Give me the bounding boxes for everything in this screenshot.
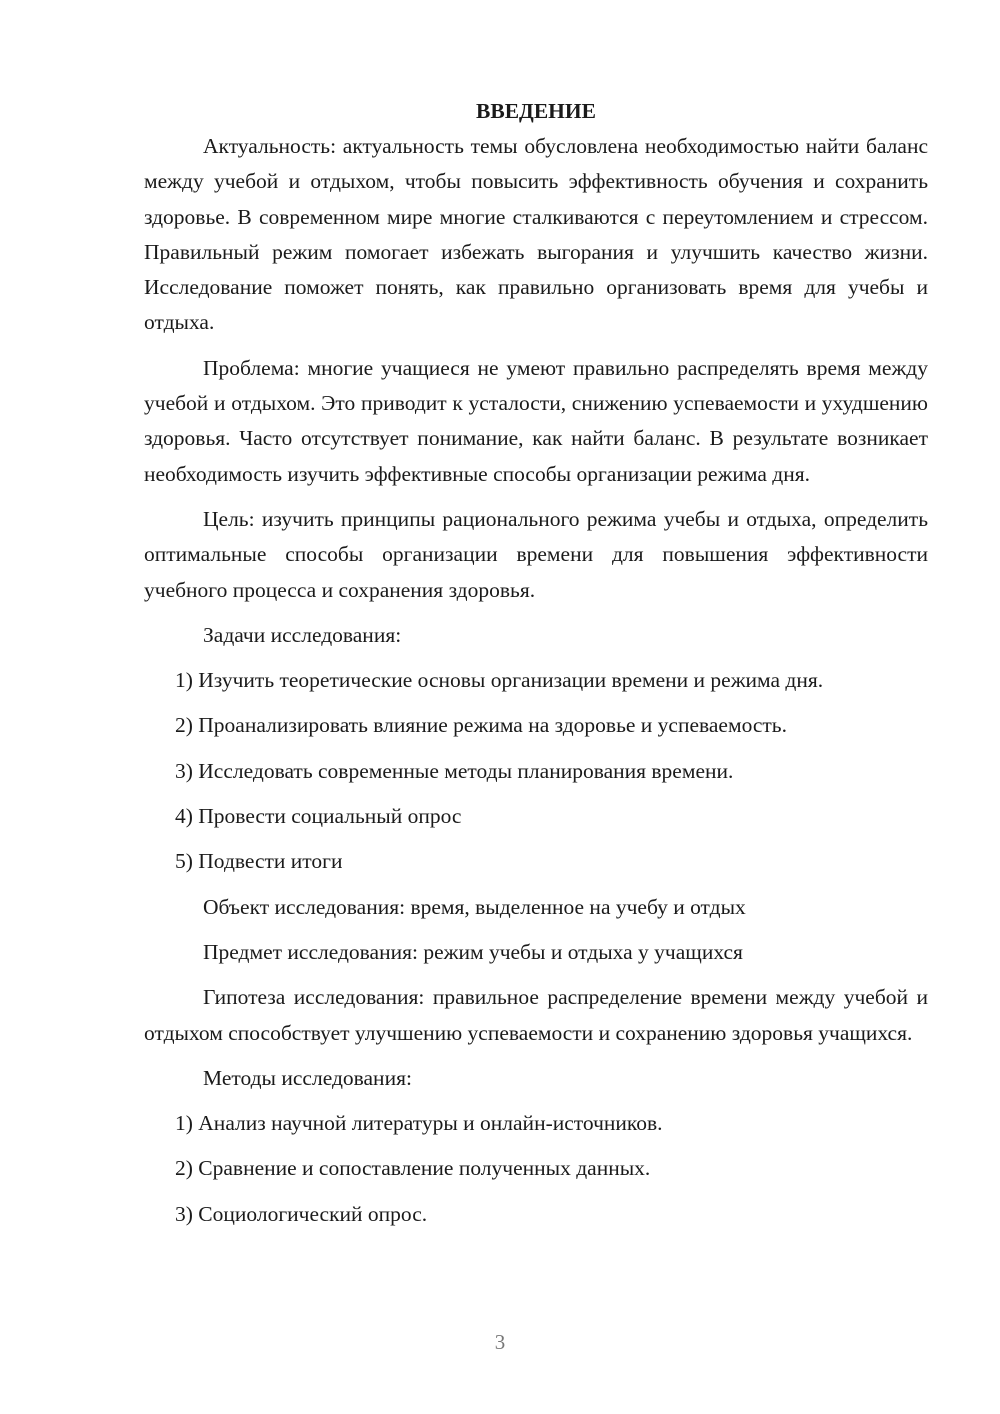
methods-heading: Методы исследования: — [203, 1065, 412, 1090]
task-item: 3) Исследовать современные методы планирования времени. — [175, 758, 734, 783]
task-item: 5) Подвести итоги — [175, 849, 343, 874]
document-page — [144, 94, 928, 1242]
task-item: 4) Провести социальный опрос — [175, 804, 462, 829]
hypothesis-paragraph: Гипотеза исследования: правильное распределение времени между учебой и отдыхом способствует улучшению успеваемости и сохранению здоровья учащихся. — [144, 985, 928, 1045]
method-item: 2) Сравнение и сопоставление полученных данных. — [175, 1156, 651, 1181]
tasks-heading: Задачи исследования: — [203, 622, 402, 647]
task-item: 1) Изучить теоретические основы организации времени и режима дня. — [175, 668, 824, 693]
page-number: 3 — [494, 1330, 506, 1354]
section-title: ВВЕДЕНИЕ — [476, 99, 596, 123]
object-line: Объект исследования: время, выделенное на учебу и отдых — [203, 894, 746, 919]
method-item: 3) Социологический опрос. — [175, 1201, 428, 1226]
relevance-paragraph: Актуальность: актуальность темы обусловлена необходимостью найти баланс между учебой и отдыхом, чтобы повысить эффективность обучения и сохранить здоровье. В современном мире многие сталкиваются с переутомлением и стрессом. Правильный режим помогает избежать выгорания и улучшить качество жизни. Исследование поможет понять, как правильно организовать время для учебы и отдыха. — [144, 134, 928, 335]
subject-line: Предмет исследования: режим учебы и отдыха у учащихся — [203, 939, 743, 964]
method-item: 1) Анализ научной литературы и онлайн-источников. — [175, 1111, 663, 1136]
task-item: 2) Проанализировать влияние режима на здоровье и успеваемость. — [175, 713, 787, 738]
goal-paragraph: Цель: изучить принципы рационального режима учебы и отдыха, определить оптимальные способы организации времени для повышения эффективности учебного процесса и сохранения здоровья. — [144, 506, 928, 602]
problem-paragraph: Проблема: многие учащиеся не умеют правильно распределять время между учебой и отдыхом. Это приводит к усталости, снижению успеваемости и ухудшению здоровья. Часто отсутствует понимание, как найти баланс. В результате возникает необходимость изучить эффективные способы организации режима дня. — [144, 355, 928, 486]
